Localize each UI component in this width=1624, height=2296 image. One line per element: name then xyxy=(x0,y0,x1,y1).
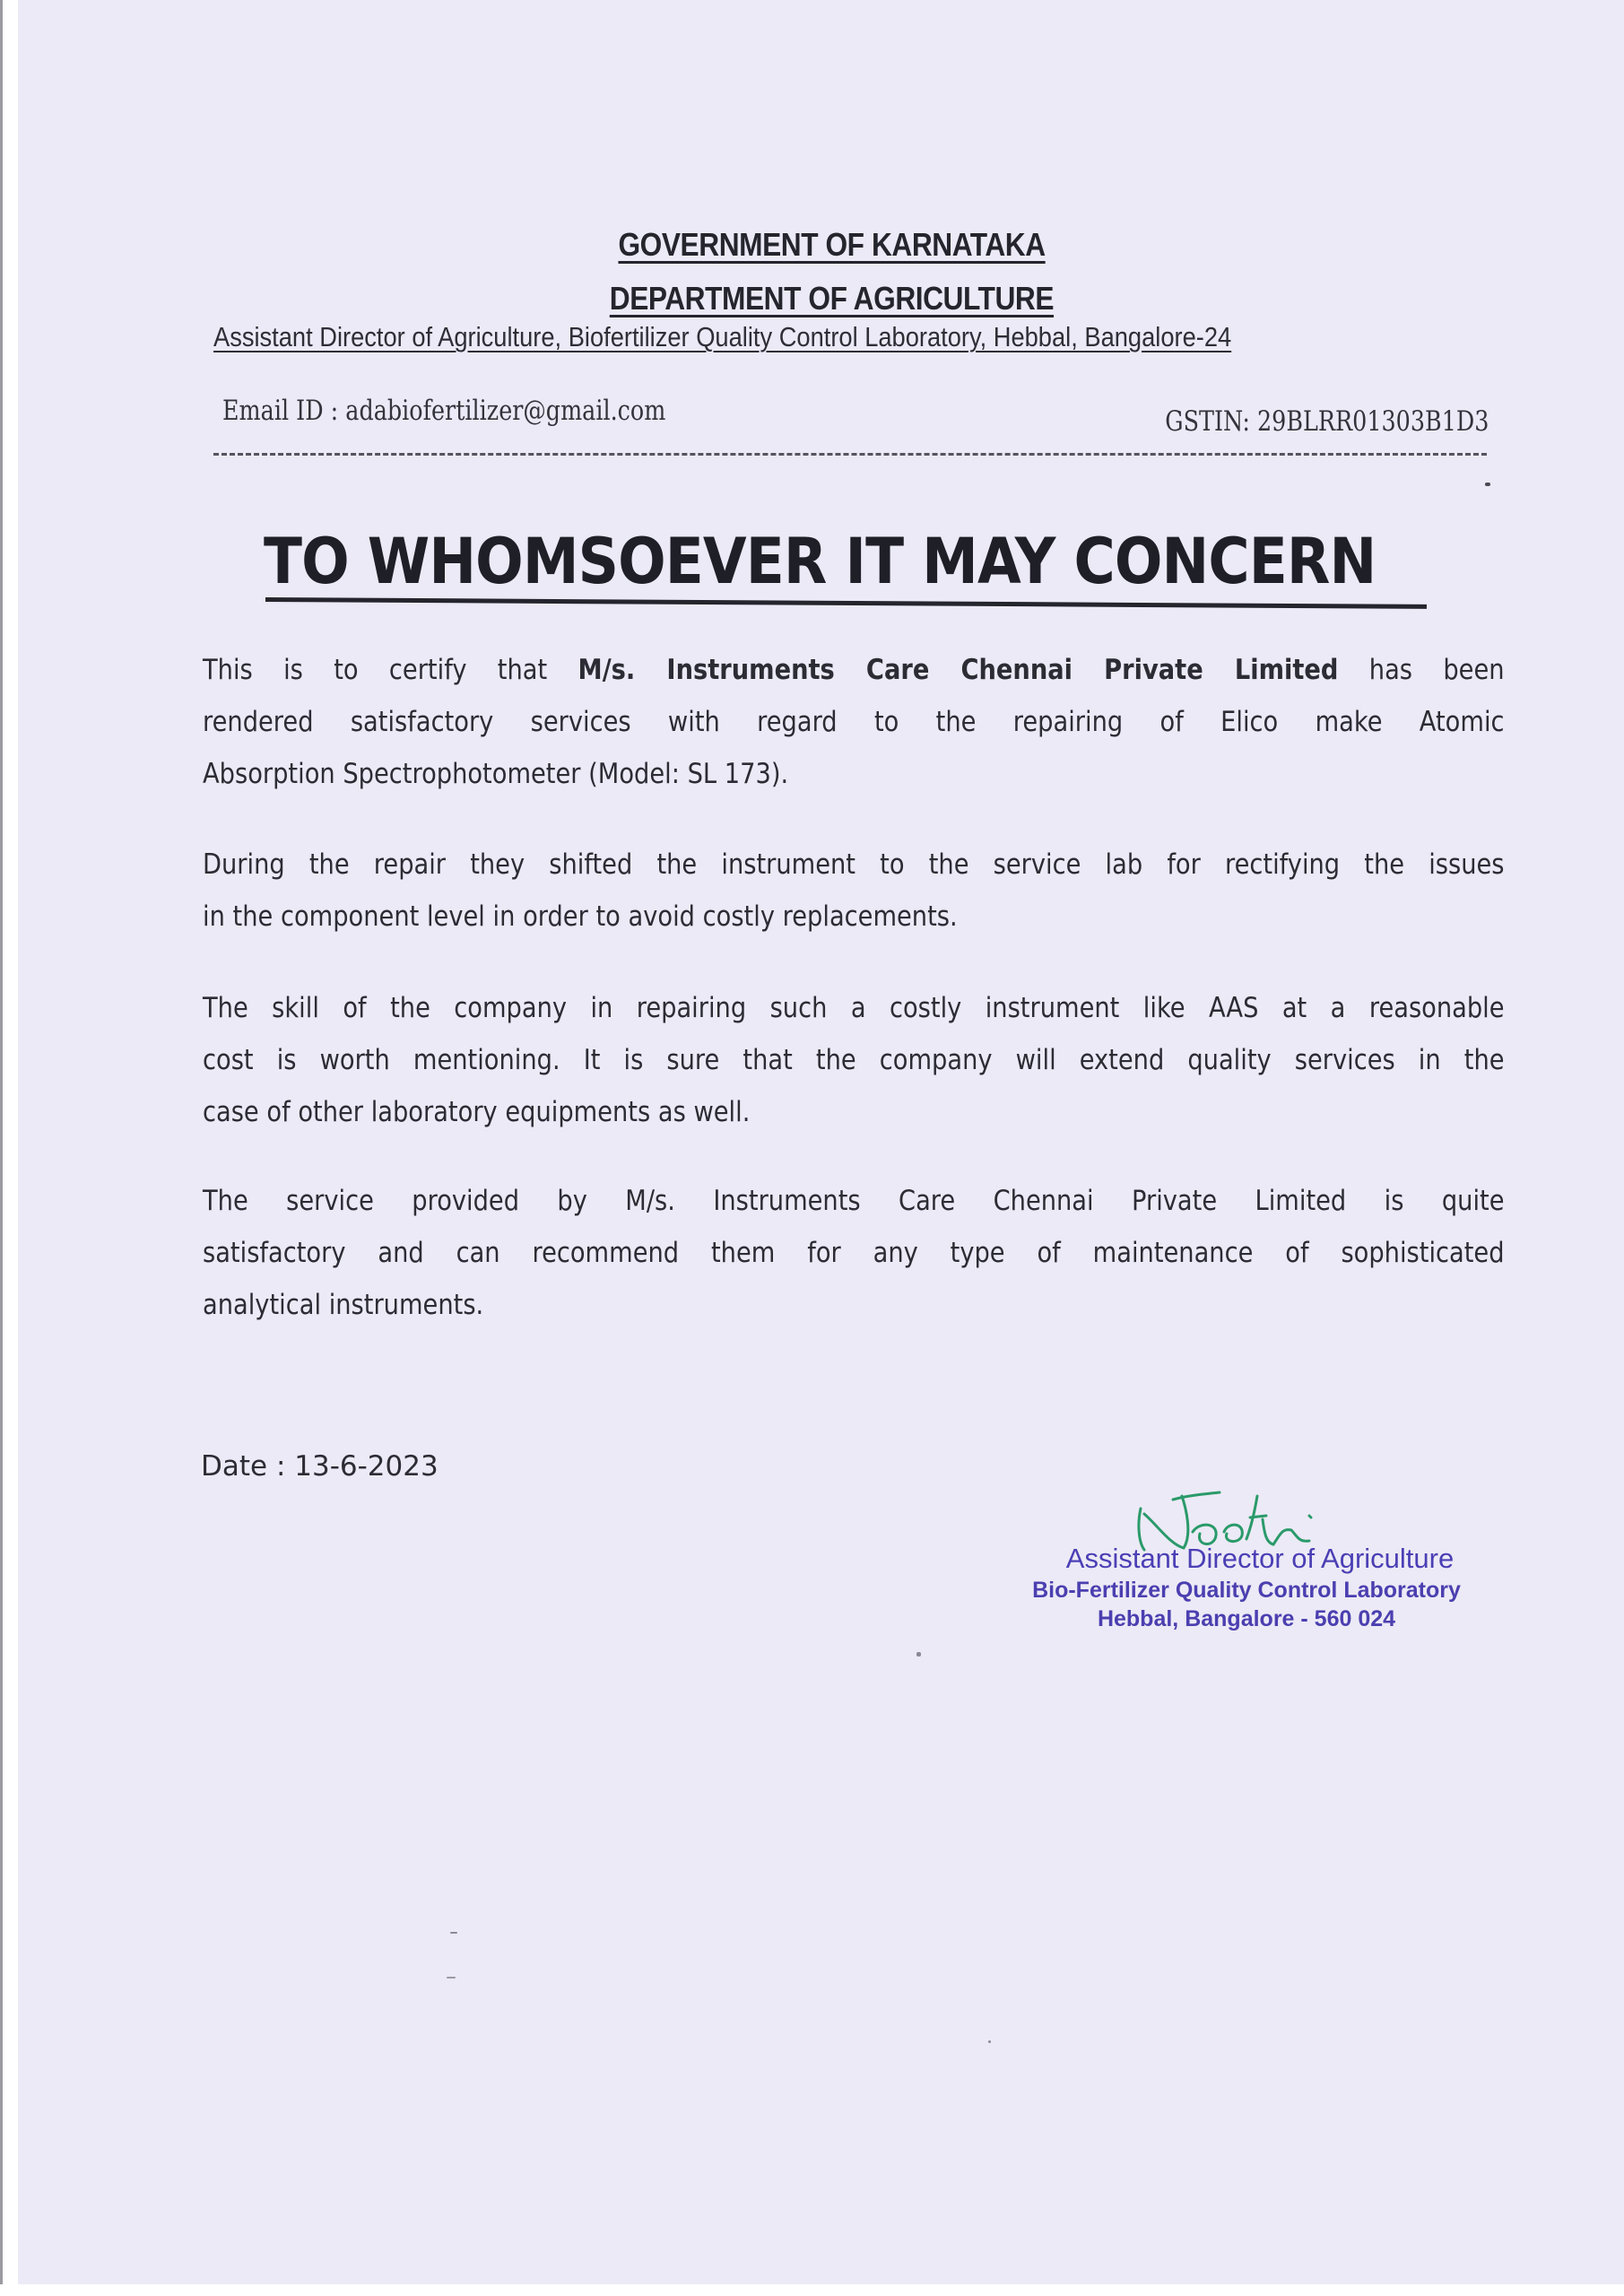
line-text: analytical instruments. xyxy=(203,1289,484,1321)
paragraph-line xyxy=(203,696,1505,748)
paragraph-line xyxy=(203,891,1505,943)
scan-speck xyxy=(447,1977,456,1979)
scan-speck xyxy=(450,1932,457,1934)
line-text: During the repair they shifted the instrument to the service lab for rectifying the issues xyxy=(203,848,1505,881)
scan-speck xyxy=(916,1652,921,1657)
paragraph-repair xyxy=(203,839,1505,943)
gstin-line: GSTIN: 29BLRR01303B1D3 xyxy=(1164,405,1489,438)
line-text: rendered satisfactory services with regard to the repairing of Elico make Atomic xyxy=(203,706,1505,738)
paragraph-line xyxy=(203,1279,1505,1331)
company-name: M/s. Instruments Care Chennai Private Limited xyxy=(578,654,1339,686)
paragraph-line xyxy=(203,982,1505,1034)
line-text: satisfactory and can recommend them for any type of maintenance of sophisticated xyxy=(203,1237,1505,1269)
paragraph-line xyxy=(203,644,1505,696)
paragraph-line xyxy=(203,1175,1505,1227)
letter-title xyxy=(264,525,1456,598)
header-government xyxy=(18,226,1624,264)
paragraph-line xyxy=(203,1086,1505,1138)
paragraph-line xyxy=(203,748,1505,800)
email-line: Email ID : adabiofertilizer@gmail.com xyxy=(222,395,666,427)
stamp-designation: Assistant Director of Agriculture xyxy=(1065,1543,1455,1574)
department-title: DEPARTMENT OF AGRICULTURE xyxy=(609,280,1055,317)
office-address-text: Assistant Director of Agriculture, Biofertilizer Quality Control Laboratory, Hebbal, Bangalore-24 xyxy=(213,321,1232,352)
paragraph-skill xyxy=(203,982,1505,1138)
page-left-edge xyxy=(0,0,3,2296)
paragraph-line xyxy=(203,1227,1505,1279)
scan-speck xyxy=(988,2040,991,2043)
stamp-laboratory: Bio-Fertilizer Quality Control Laboratory xyxy=(1032,1578,1461,1603)
line-text: has been xyxy=(1338,654,1505,686)
paragraph-line xyxy=(203,1034,1505,1086)
title-underline xyxy=(265,597,1427,609)
letter-page xyxy=(18,0,1624,2284)
page-bottom-edge xyxy=(0,2284,1624,2296)
line-text: The skill of the company in repairing such a costly instrument like AAS at a reasonable xyxy=(203,992,1505,1024)
line-text: cost is worth mentioning. It is sure that the company will extend quality services in the xyxy=(203,1044,1505,1076)
letter-title-text: TO WHOMSOEVER IT MAY CONCERN xyxy=(264,525,1376,598)
government-title: GOVERNMENT OF KARNATAKA xyxy=(618,226,1046,263)
official-stamp xyxy=(995,1543,1498,1632)
header-department xyxy=(18,280,1624,317)
letter-date: Date : 13-6-2023 xyxy=(201,1450,439,1483)
paragraph-line xyxy=(203,839,1505,891)
line-text: The service provided by M/s. Instruments Care Chennai Private Limited is quite xyxy=(203,1185,1505,1217)
header-divider xyxy=(213,453,1487,456)
scan-speck xyxy=(1485,483,1490,486)
line-text: Absorption Spectrophotometer (Model: SL 173). xyxy=(203,758,789,790)
stamp-address: Hebbal, Bangalore - 560 024 xyxy=(1097,1606,1396,1631)
office-address xyxy=(213,321,1487,353)
paragraph-recommendation xyxy=(203,1175,1505,1331)
line-text: case of other laboratory equipments as well. xyxy=(203,1096,751,1128)
paragraph-certification xyxy=(203,644,1505,800)
line-text: in the component level in order to avoid costly replacements. xyxy=(203,900,958,933)
line-text: This is to certify that xyxy=(203,654,578,686)
